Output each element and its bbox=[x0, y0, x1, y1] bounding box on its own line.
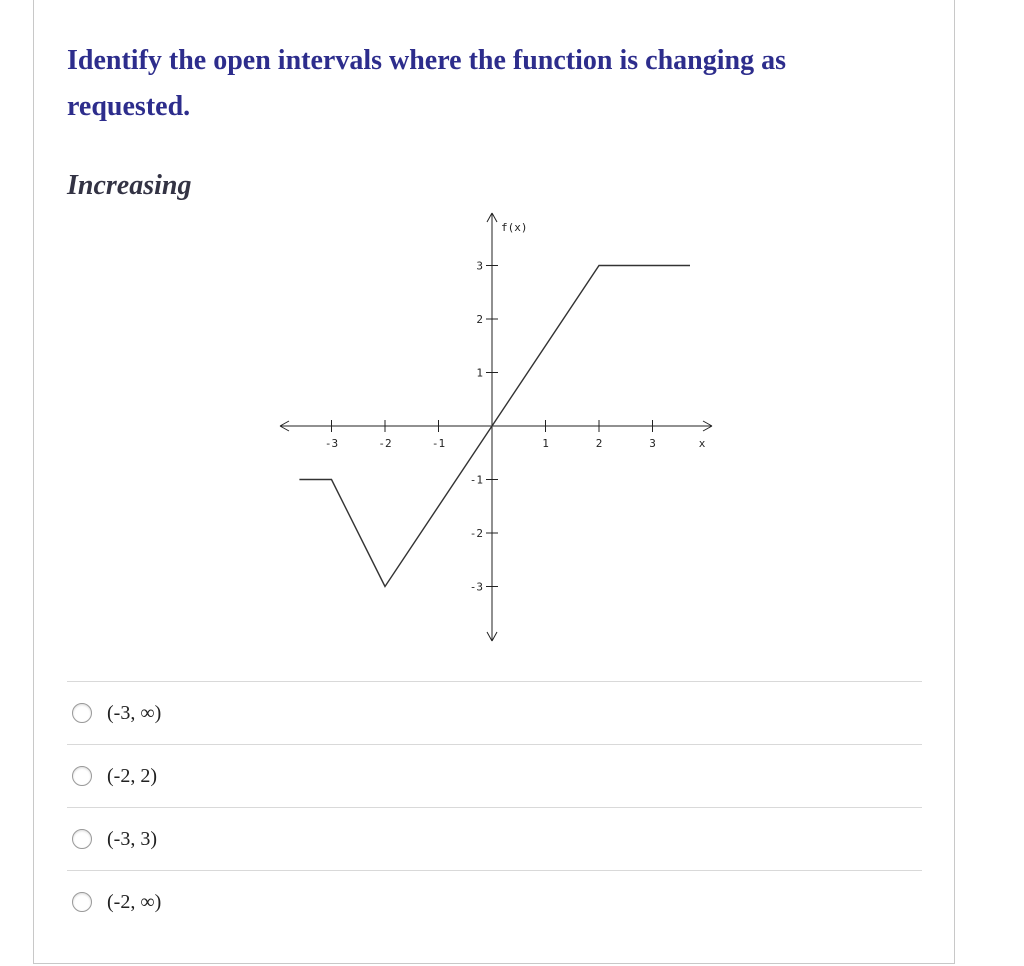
radio-button[interactable] bbox=[72, 829, 92, 849]
x-tick-label: -1 bbox=[431, 437, 446, 450]
x-tick-label: 3 bbox=[649, 437, 656, 450]
x-axis-label: x bbox=[698, 437, 706, 450]
answer-option-label: (-2, 2) bbox=[107, 764, 157, 787]
y-axis-label: f(x) bbox=[501, 221, 528, 234]
x-tick-label: 1 bbox=[542, 437, 549, 450]
y-tick-label: 1 bbox=[476, 366, 483, 380]
x-tick-label: 2 bbox=[595, 437, 603, 450]
answer-option-label: (-3, 3) bbox=[107, 827, 157, 850]
answer-option-2[interactable] bbox=[67, 744, 922, 807]
function-graph bbox=[270, 205, 730, 650]
graph-axes bbox=[280, 213, 712, 641]
answer-options bbox=[67, 681, 922, 933]
y-tick-label: 3 bbox=[476, 259, 483, 273]
y-tick-label: -3 bbox=[469, 580, 483, 594]
x-tick-label: -2 bbox=[378, 437, 392, 450]
answer-option-4[interactable] bbox=[67, 870, 922, 933]
answer-option-label: (-3, ∞) bbox=[107, 701, 162, 724]
y-tick-label: 2 bbox=[476, 313, 483, 326]
radio-button[interactable] bbox=[72, 703, 92, 723]
radio-button[interactable] bbox=[72, 892, 92, 912]
y-tick-label: -2 bbox=[469, 527, 483, 540]
answer-option-3[interactable] bbox=[67, 807, 922, 870]
question-text: Identify the open intervals where the function is changing as requested. bbox=[67, 45, 786, 122]
x-tick-label: -3 bbox=[324, 437, 339, 450]
answer-option-1[interactable] bbox=[67, 681, 922, 744]
question-prompt: Increasing bbox=[67, 170, 192, 201]
answer-option-label: (-2, ∞) bbox=[107, 890, 162, 913]
y-tick-label: -1 bbox=[469, 473, 483, 487]
radio-button[interactable] bbox=[72, 766, 92, 786]
